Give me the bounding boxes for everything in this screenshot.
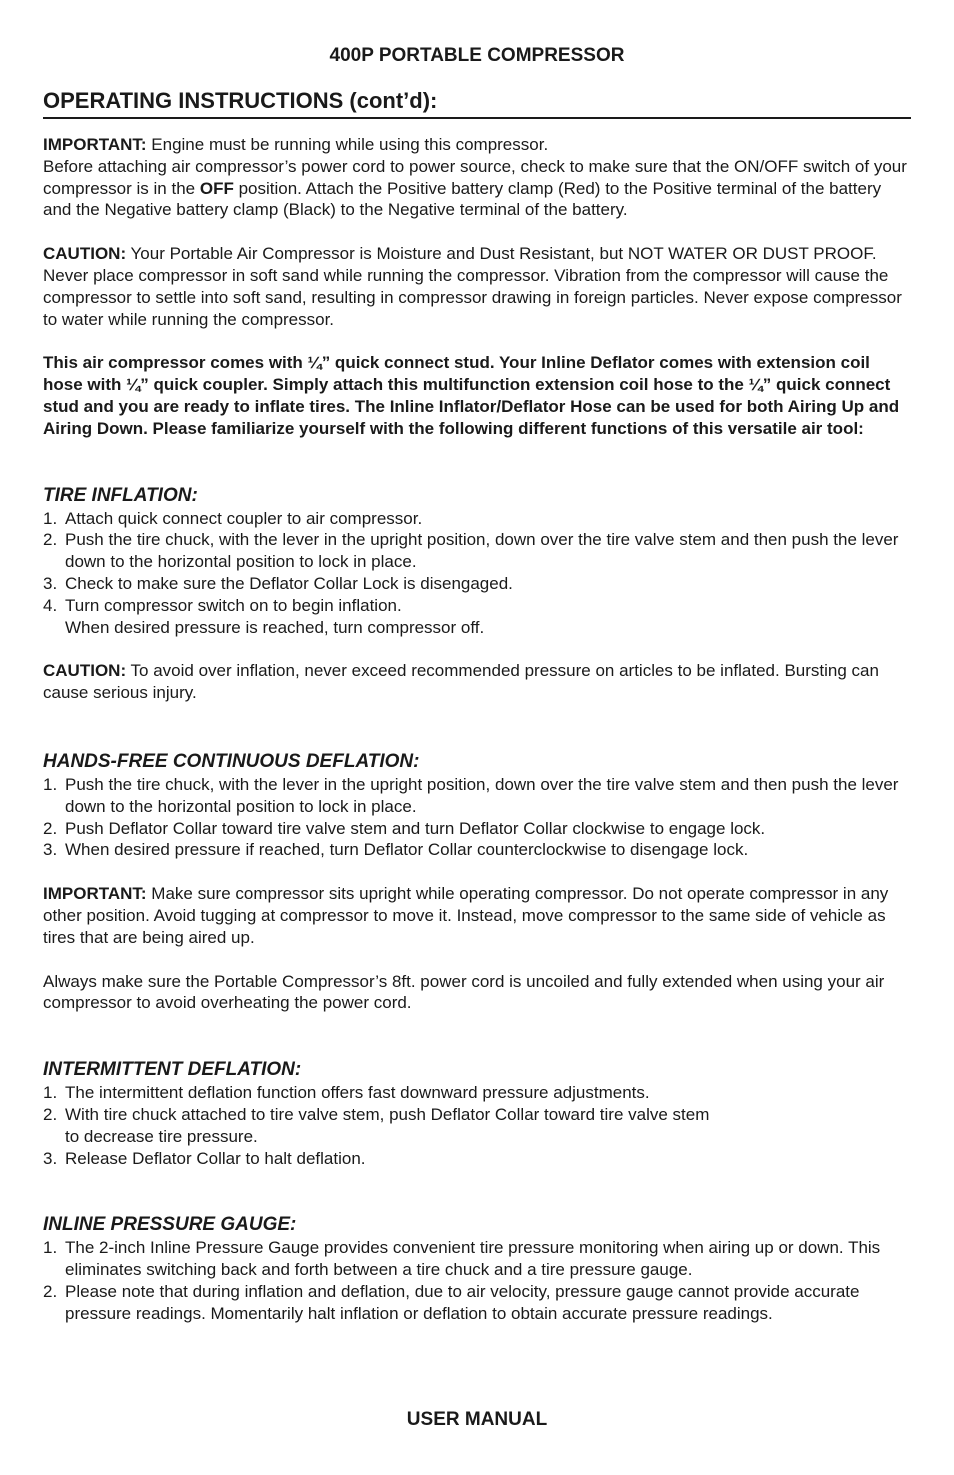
list-item: 3. When desired pressure if reached, turn Deflator Collar counterclockwise to disengage lock. xyxy=(43,840,749,860)
tire-inflation-heading: TIRE INFLATION: xyxy=(43,484,198,506)
content-body xyxy=(43,134,911,1324)
list-item: 2. Please note that during inflation and deflation, due to air velocity, pressure gauge cannot provide accurate pressure readings. Momentarily halt inflation or deflation to obtain accurate pressure readings. xyxy=(43,1281,860,1323)
product-title: 400P PORTABLE COMPRESSOR xyxy=(329,45,625,66)
list-item: 3. Check to make sure the Deflator Collar Lock is disengaged. xyxy=(43,573,513,593)
off-word: OFF xyxy=(199,178,234,198)
list-item: 2. With tire chuck attached to tire valve stem, push Deflator Collar toward tire valve stem to decrease tire pressure. xyxy=(43,1104,710,1146)
list-item: 2. Push Deflator Collar toward tire valve stem and turn Deflator Collar clockwise to engage lock. xyxy=(43,818,766,838)
intro-line: Before attaching air compressor’s power cord to power source, check to make sure that the ON/OFF switch of your compressor is in the xyxy=(43,156,907,198)
important-text: Make sure compressor sits upright while operating compressor. Do not operate compressor in any other position. Avoid tugging at compressor to move it. Instead, move compressor to the same side of vehicle as tires that are being aired up. xyxy=(43,884,889,947)
caution-paragraph xyxy=(43,243,911,330)
list-item: 3. Release Deflator Collar to halt deflation. xyxy=(43,1148,366,1168)
list-item: 2. Push the tire chuck, with the lever in the upright position, down over the tire valve stem and then push the lever down to the horizontal position to lock in place. xyxy=(43,530,899,572)
list-item: 1. Push the tire chuck, with the lever in the upright position, down over the tire valve stem and then push the lever down to the horizontal position to lock in place. xyxy=(43,774,899,816)
gauge-steps xyxy=(43,1237,911,1324)
section-heading: OPERATING INSTRUCTIONS (cont’d): xyxy=(43,87,911,119)
inflation-caution xyxy=(43,660,911,704)
intermittent-heading: INTERMITTENT DEFLATION: xyxy=(43,1059,302,1081)
upright-important xyxy=(43,883,911,948)
tire-inflation-steps xyxy=(43,508,911,639)
power-cord-note: Always make sure the Portable Compressor’s 8ft. power cord is uncoiled and fully extended when using your air compressor to avoid overheating the power cord. xyxy=(43,971,885,1013)
hands-free-steps xyxy=(43,774,911,861)
caution-label: CAUTION: xyxy=(43,661,127,681)
footer-label: USER MANUAL xyxy=(406,1409,548,1430)
list-item: 1. Attach quick connect coupler to air compressor. xyxy=(43,508,423,528)
list-item: 1. The intermittent deflation function offers fast downward pressure adjustments. xyxy=(43,1083,650,1103)
important-label: IMPORTANT: xyxy=(43,884,147,904)
caution-text: To avoid over inflation, never exceed recommended pressure on articles to be inflated. Bursting can cause serious injury. xyxy=(43,661,879,703)
caution-label: CAUTION: xyxy=(43,244,127,264)
important-label: IMPORTANT: xyxy=(43,135,147,154)
intro-paragraph xyxy=(43,134,911,221)
important-text: Engine must be running while using this compressor. xyxy=(146,135,549,154)
intro-line-end: position. Attach the Positive battery clamp (Red) to the Positive terminal of the battery and the Negative battery clamp (Black) to the Negative terminal of the battery. xyxy=(43,178,882,220)
caution-text: Your Portable Air Compressor is Moisture and Dust Resistant, but NOT WATER OR DUST PROOF. Never place compressor in soft sand while running the compressor. Vibration from the compressor will cause the compressor to settle into soft sand, resulting in compressor drawing in foreign particles. Never expose compressor to water while running the compressor. xyxy=(43,244,902,329)
quick-connect-notice: This air compressor comes with ¼” quick connect stud. Your Inline Deflator comes with extension coil hose with ¼” quick coupler. Simply attach this multifunction extension coil hose to the ¼” quick connect stud and you are ready to inflate tires. The Inline Inflator/Deflator Hose can be used for both Airing Up and Airing Down. Please familiarize yourself with the following different functions of this versatile air tool: xyxy=(43,353,900,438)
gauge-heading: INLINE PRESSURE GAUGE: xyxy=(43,1214,297,1236)
list-item: 4. Turn compressor switch on to begin inflation. When desired pressure is reached, turn compressor off. xyxy=(43,595,485,637)
hands-free-heading: HANDS-FREE CONTINUOUS DEFLATION: xyxy=(43,750,420,772)
list-item: 1. The 2-inch Inline Pressure Gauge provides convenient tire pressure monitoring when airing up or down. This eliminates switching back and forth between a tire chuck and a tire pressure gauge. xyxy=(43,1238,881,1280)
intermittent-steps xyxy=(43,1082,911,1169)
